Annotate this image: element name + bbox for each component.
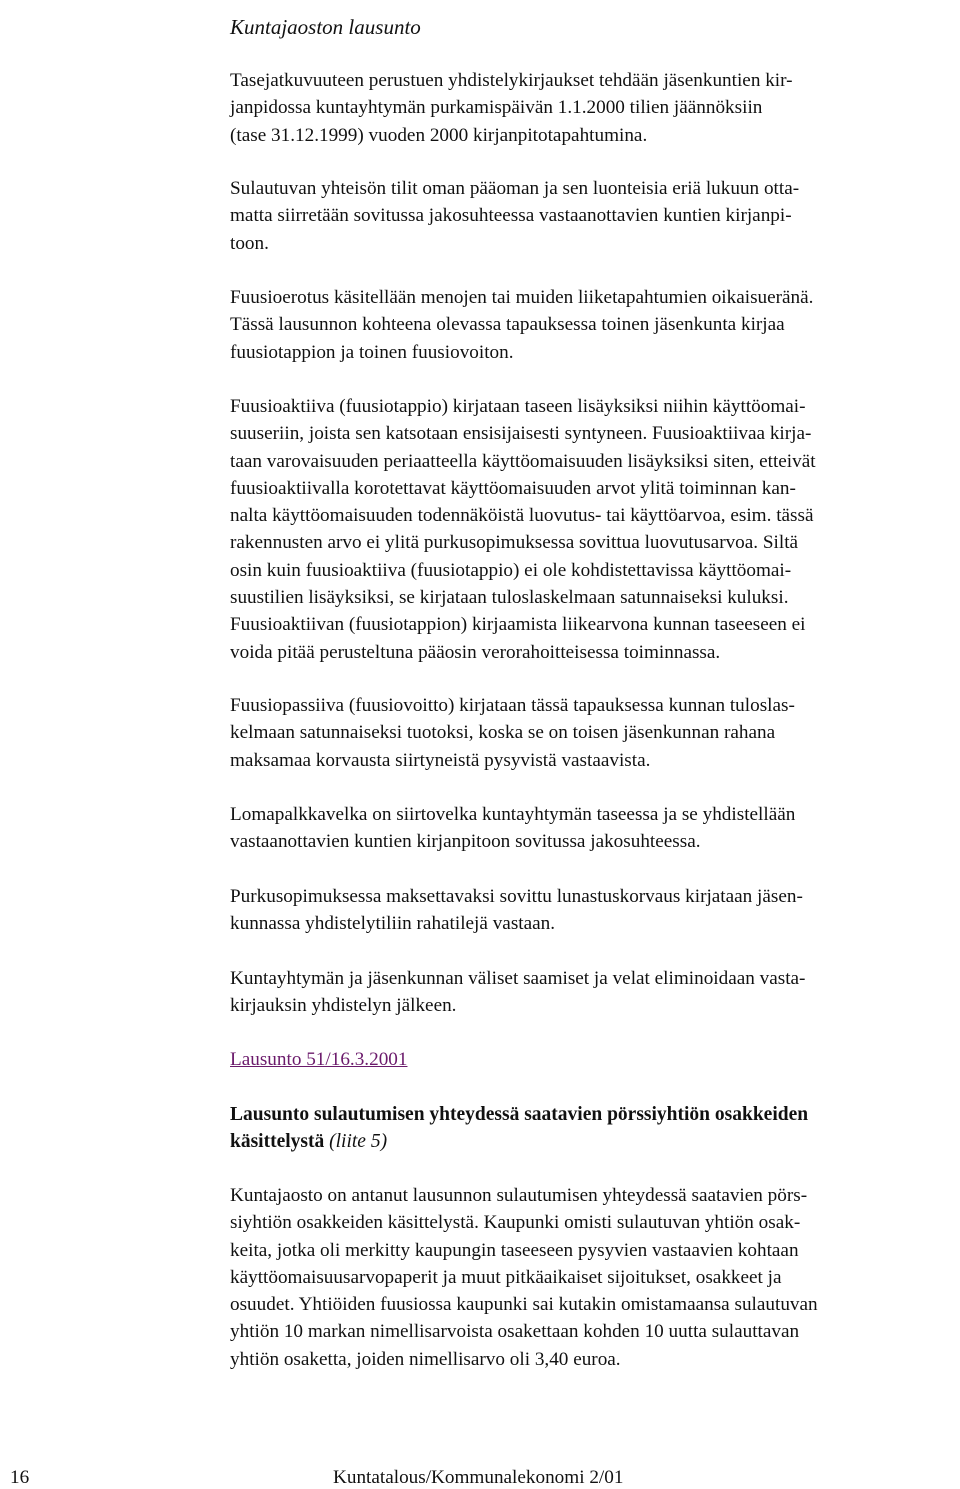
text-line: keita, jotka oli merkitty kaupungin taseeseen pysyvien vastaavien kohtaan <box>230 1239 799 1261</box>
text-line: Tässä lausunnon kohteena olevassa tapauksessa toinen jäsenkunta kirjaa <box>230 314 785 336</box>
text-line: Kuntayhtymän ja jäsenkunnan väliset saamiset ja velat eliminoidaan vasta- <box>230 968 806 989</box>
text-line: suuseriin, joista sen katsotaan ensisijaisesti syntyneen. Fuusioaktiivaa kirja- <box>230 423 812 445</box>
paragraph-holiday-pay <box>230 801 942 856</box>
section-title: Kuntajaoston lausunto <box>230 15 421 39</box>
paragraph-merging-entity <box>230 175 942 257</box>
paragraph-consolidation <box>230 67 942 149</box>
text-line: Purkusopimuksessa maksettavaksi sovittu lunastuskorvaus kirjataan jäsen- <box>230 886 803 907</box>
paragraph-merger-asset <box>230 393 942 666</box>
text-line: Sulautuvan yhteisön tilit oman pääoman ja sen luonteisia eriä lukuun otta- <box>230 178 800 199</box>
paragraph-merger-difference <box>230 284 942 366</box>
text-line: fuusioaktiivalla korotettavat käyttöomaisuuden arvot ylitä toiminnan kan- <box>230 477 796 499</box>
paragraph-share-handling <box>230 1182 942 1373</box>
text-line: kunnassa yhdistelytiliin rahatilejä vastaan. <box>230 913 556 935</box>
subheading-italic-part: (liite 5) <box>324 1131 388 1153</box>
subheading-bold-part: käsittelystä <box>230 1131 325 1153</box>
subheading <box>230 1101 808 1156</box>
text-line: käyttöomaisuusarvopaperit ja muut pitkäaikaiset sijoitukset, osakkeet ja <box>230 1266 782 1288</box>
text-line: matta siirretään sovitussa jakosuhteessa vastaanottavien kuntien kirjanpi- <box>230 205 792 227</box>
paragraph-elimination <box>230 965 942 1020</box>
paragraph-merger-liability <box>230 692 942 774</box>
text-line: nalta käyttöomaisuuden todennäköistä luovutus- tai käyttöarvoa, esim. tässä <box>230 505 814 527</box>
text-line: taan varovaisuuden periaatteella käyttöomaisuuden lisäyksiksi siten, etteivät <box>230 450 816 472</box>
text-line: voida pitää perusteltuna pääosin verorahoitteisessa toiminnassa. <box>230 641 721 663</box>
text-line: siyhtiön osakkeiden käsittelystä. Kaupunki omisti sulautuvan yhtiön osak- <box>230 1212 801 1234</box>
text-line: toon. <box>230 232 269 254</box>
text-line: kelmaan satunnaiseksi tuotoksi, koska se on toisen jäsenkunnan rahana <box>230 722 776 744</box>
text-line: yhtiön 10 markan nimellisarvoista osakettaan kohden 10 uutta sulauttavan <box>230 1321 800 1343</box>
text-line: Fuusiopassiiva (fuusiovoitto) kirjataan tässä tapauksessa kunnan tuloslas- <box>230 695 795 716</box>
text-line: Fuusioaktiivan (fuusiotappion) kirjaamista liikearvona kunnan taseeseen ei <box>230 614 806 636</box>
paragraph-redemption <box>230 883 942 938</box>
subheading-line2 <box>230 1131 387 1152</box>
text-line: Tasejatkuvuuteen perustuen yhdistelykirjaukset tehdään jäsenkuntien kir- <box>230 70 793 91</box>
text-line: maksamaa korvausta siirtyneistä pysyvistä vastaavista. <box>230 749 651 771</box>
page-number: 16 <box>10 1467 30 1488</box>
text-line: osuudet. Yhtiöiden fuusiossa kaupunki sai kutakin omistamaansa sulautuvan <box>230 1294 818 1316</box>
publication-footer: Kuntatalous/Kommunalekonomi 2/01 <box>333 1467 624 1488</box>
statement-link[interactable]: Lausunto 51/16.3.2001 <box>230 1049 408 1070</box>
text-line: osin kuin fuusioaktiiva (fuusiotappio) ei ole kohdistettavissa käyttöomai- <box>230 559 792 581</box>
text-line: janpidossa kuntayhtymän purkamispäivän 1.1.2000 tilien jäännöksiin <box>230 97 763 119</box>
text-line: fuusiotappion ja toinen fuusiovoiton. <box>230 341 514 363</box>
text-line: kirjauksin yhdistelyn jälkeen. <box>230 995 457 1017</box>
text-line: vastaanottavien kuntien kirjanpitoon sovitussa jakosuhteessa. <box>230 831 701 853</box>
text-line: Fuusioaktiiva (fuusiotappio) kirjataan taseen lisäyksiksi niihin käyttöomai- <box>230 396 806 417</box>
text-line: Fuusioerotus käsitellään menojen tai muiden liiketapahtumien oikaisueränä. <box>230 287 814 308</box>
text-line: (tase 31.12.1999) vuoden 2000 kirjanpitotapahtumina. <box>230 124 648 146</box>
subheading-line1: Lausunto sulautumisen yhteydessä saatavien pörssiyhtiön osakkeiden <box>230 1104 809 1125</box>
text-line: rakennusten arvo ei ylitä purkusopimuksessa sovittua luovutusarvoa. Siltä <box>230 532 799 554</box>
text-line: Kuntajaosto on antanut lausunnon sulautumisen yhteydessä saatavien pörs- <box>230 1185 808 1206</box>
text-line: yhtiön osaketta, joiden nimellisarvo oli 3,40 euroa. <box>230 1348 621 1370</box>
text-line: suustilien lisäyksiksi, se kirjataan tuloslaskelmaan satunnaiseksi kuluksi. <box>230 587 789 609</box>
text-line: Lomapalkkavelka on siirtovelka kuntayhtymän taseessa ja se yhdistellään <box>230 804 796 825</box>
